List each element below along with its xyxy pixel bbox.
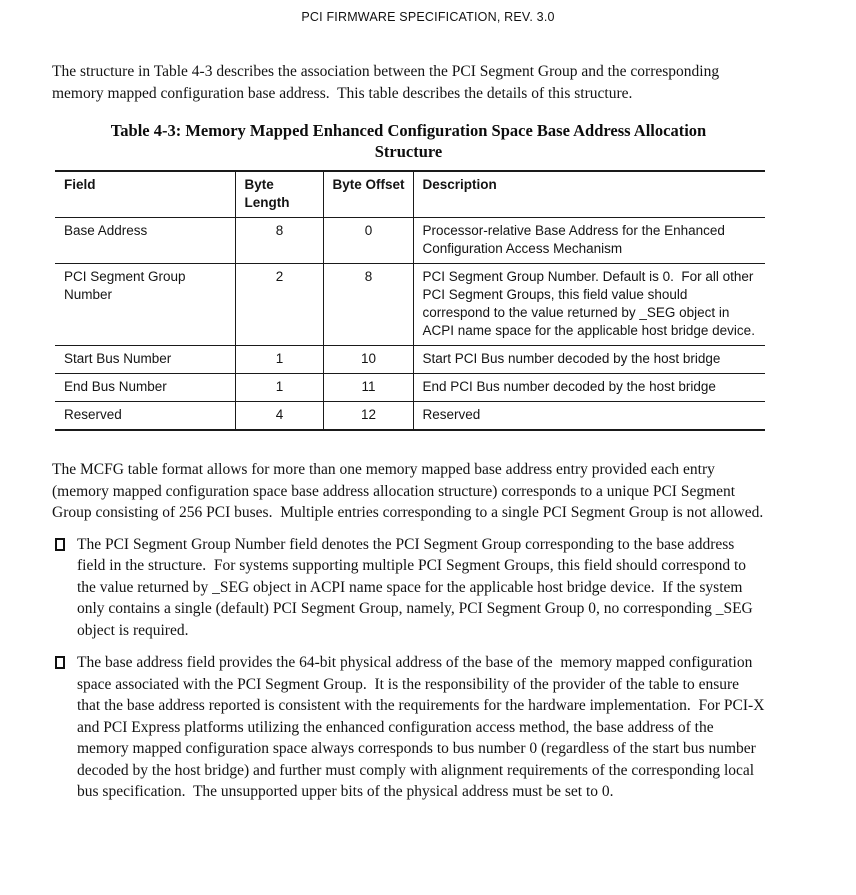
col-header-description: Description (413, 171, 765, 218)
cell-byte-length: 8 (235, 218, 323, 264)
cell-field: Base Address (55, 218, 235, 264)
bullet-item (52, 652, 769, 803)
table-row (55, 402, 765, 431)
cell-byte-length: 1 (235, 346, 323, 374)
cell-description: Start PCI Bus number decoded by the host bridge (413, 346, 765, 374)
bullet-text: The base address field provides the 64-bit physical address of the base of the memory mapped configuration space associated with the PCI Segment Group. It is the responsibility of the provider of the table to ensure that the base address reported is consistent with the requirements for the hardware implementation. For PCI-X and PCI Express platforms utilizing the enhanced configuration access method, the base address of the memory mapped configuration space always corresponds to bus number 0 (regardless of the start bus number decoded by the host bridge) and further must comply with alignment requirements of the corresponding local bus specification. The unsupported upper bits of the physical address must be set to 0. (77, 654, 769, 800)
cell-byte-length: 1 (235, 374, 323, 402)
table-row (55, 346, 765, 374)
cell-description: Processor-relative Base Address for the Enhanced Configuration Access Mechanism (413, 218, 765, 264)
cell-field: Reserved (55, 402, 235, 431)
cell-byte-length: 2 (235, 264, 323, 346)
bullet-item (52, 534, 765, 642)
intro-paragraph: The structure in Table 4-3 describes the association between the PCI Segment Group and the corresponding memory mapped configuration base address. This table describes the details of this structure. (52, 63, 723, 102)
running-header: PCI FIRMWARE SPECIFICATION, REV. 3.0 (301, 10, 555, 24)
table-header-row (55, 171, 765, 218)
col-header-field: Field (55, 171, 235, 218)
col-header-byte-length: Byte Length (235, 171, 323, 218)
table-caption-line1: Table 4-3: Memory Mapped Enhanced Configuration Space Base Address Allocation (110, 121, 707, 140)
table-caption (52, 120, 765, 162)
bullet-text: The PCI Segment Group Number field denotes the PCI Segment Group corresponding to the base address field in the structure. For systems supporting multiple PCI Segment Groups, this field should correspond to the value returned by _SEG object in ACPI name space for the applicable host bridge device. If the system only contains a single (default) PCI Segment Group, namely, PCI Segment Group 0, no corresponding _SEG object is required. (77, 535, 757, 639)
page-content (0, 61, 769, 803)
col-header-byte-offset: Byte Offset (323, 171, 413, 218)
cell-field: End Bus Number (55, 374, 235, 402)
bullet-list (52, 534, 769, 803)
cell-byte-offset: 11 (323, 374, 413, 402)
cell-byte-offset: 10 (323, 346, 413, 374)
mcfg-paragraph: The MCFG table format allows for more than one memory mapped base address entry provided each entry (memory mapped configuration space base address allocation structure) corresponds to a unique PCI Segment Group consisting of 256 PCI buses. Multiple entries corresponding to a single PCI Segment Group is not allowed. (52, 461, 764, 521)
cell-description: End PCI Bus number decoded by the host bridge (413, 374, 765, 402)
cell-field: PCI Segment Group Number (55, 264, 235, 346)
square-bullet-icon (55, 538, 65, 551)
table-4-3 (55, 170, 765, 431)
cell-description: Reserved (413, 402, 765, 431)
table-row (55, 374, 765, 402)
square-bullet-icon (55, 656, 65, 669)
cell-description: PCI Segment Group Number. Default is 0. For all other PCI Segment Groups, this field value should correspond to the value returned by _SEG object in ACPI name space for the applicable host bridge device. (413, 264, 765, 346)
cell-byte-offset: 0 (323, 218, 413, 264)
table-row (55, 264, 765, 346)
table-row (55, 218, 765, 264)
table-caption-line2: Structure (374, 142, 443, 161)
cell-field: Start Bus Number (55, 346, 235, 374)
cell-byte-length: 4 (235, 402, 323, 431)
cell-byte-offset: 12 (323, 402, 413, 431)
cell-byte-offset: 8 (323, 264, 413, 346)
